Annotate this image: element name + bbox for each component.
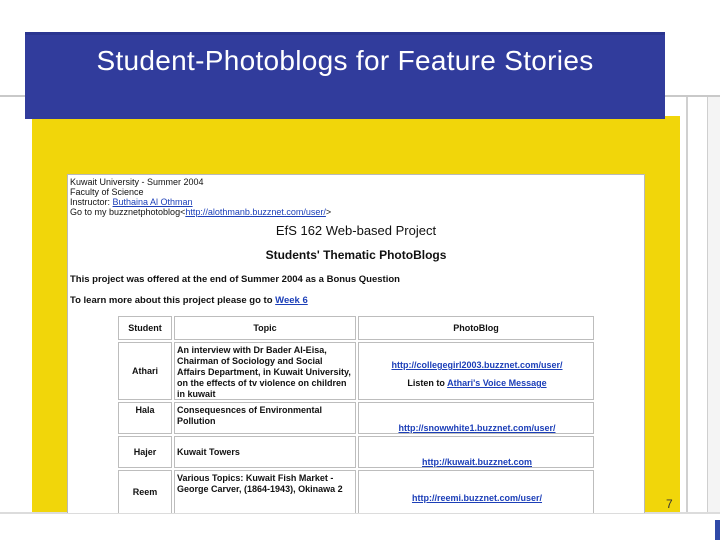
week-6-link[interactable]: Week 6 [275, 295, 308, 306]
student-cell: Reem [118, 470, 172, 513]
table-row [116, 402, 596, 434]
instructor-line [70, 197, 331, 207]
topic-cell: Kuwait Towers [174, 436, 356, 468]
table-row [116, 470, 596, 513]
voice-message-link[interactable]: Athari's Voice Message [447, 378, 547, 388]
photoblog-link[interactable]: http://snowwhite1.buzznet.com/user/ [398, 423, 556, 433]
goto-text: Go to my buzznetphotoblog< [70, 207, 186, 217]
goto-line [70, 207, 331, 217]
voice-label: Listen to [407, 378, 448, 388]
photoblog-cell [358, 402, 594, 434]
photoblog-link[interactable]: http://collegegirl2003.buzznet.com/user/ [391, 360, 563, 370]
photoblog-link[interactable]: http://kuwait.buzznet.com [422, 457, 532, 467]
project-subtitle: Students' Thematic PhotoBlogs [265, 248, 447, 262]
student-cell: Hala [118, 402, 172, 434]
header-student: Student [118, 316, 172, 340]
instructor-link[interactable]: Buthaina Al Othman [112, 197, 193, 207]
photoblog-cell [358, 470, 594, 513]
goto-photoblog-link[interactable]: http://alothmanb.buzznet.com/user/ [185, 207, 326, 217]
right-divider [686, 97, 688, 512]
slide-title: Student-Photoblogs for Feature Stories [96, 45, 594, 76]
university-line: Kuwait University - Summer 2004 [70, 177, 204, 187]
table-row [116, 436, 596, 468]
course-header [70, 177, 331, 217]
title-banner [25, 32, 665, 119]
faculty-line: Faculty of Science [70, 187, 144, 197]
learn-more-note [70, 295, 308, 306]
topic-cell: Consequesnces of Environmental Pollution [174, 402, 356, 434]
right-edge-bar [707, 97, 720, 512]
table-header-row [116, 316, 596, 340]
photoblog-cell [358, 342, 594, 400]
page-number: 7 [666, 497, 673, 511]
instructor-label: Instructor: [70, 197, 113, 207]
student-cell: Hajer [118, 436, 172, 468]
photoblog-cell [358, 436, 594, 468]
corner-accent [715, 520, 720, 540]
header-photoblog: PhotoBlog [358, 316, 594, 340]
header-topic: Topic [174, 316, 356, 340]
embedded-webpage-screenshot [67, 174, 645, 513]
goto-close: > [325, 207, 332, 217]
bonus-note: This project was offered at the end of Summer 2004 as a Bonus Question [70, 274, 400, 285]
table-row [116, 342, 596, 400]
topic-cell: Various Topics: Kuwait Fish Market - George Carver, (1864-1943), Okinawa 2 [174, 470, 356, 513]
voice-message-line [359, 378, 595, 389]
photoblog-link[interactable]: http://reemi.buzznet.com/user/ [411, 493, 543, 503]
learn-more-text: To learn more about this project please go to [70, 295, 276, 306]
project-title: EfS 162 Web-based Project [275, 223, 437, 238]
student-cell: Athari [118, 342, 172, 400]
topic-cell: An interview with Dr Bader Al-Eisa, Chairman of Sociology and Social Affairs Department, in Kuwait University, on the effects of tv violence on children in kuwait [174, 342, 356, 400]
